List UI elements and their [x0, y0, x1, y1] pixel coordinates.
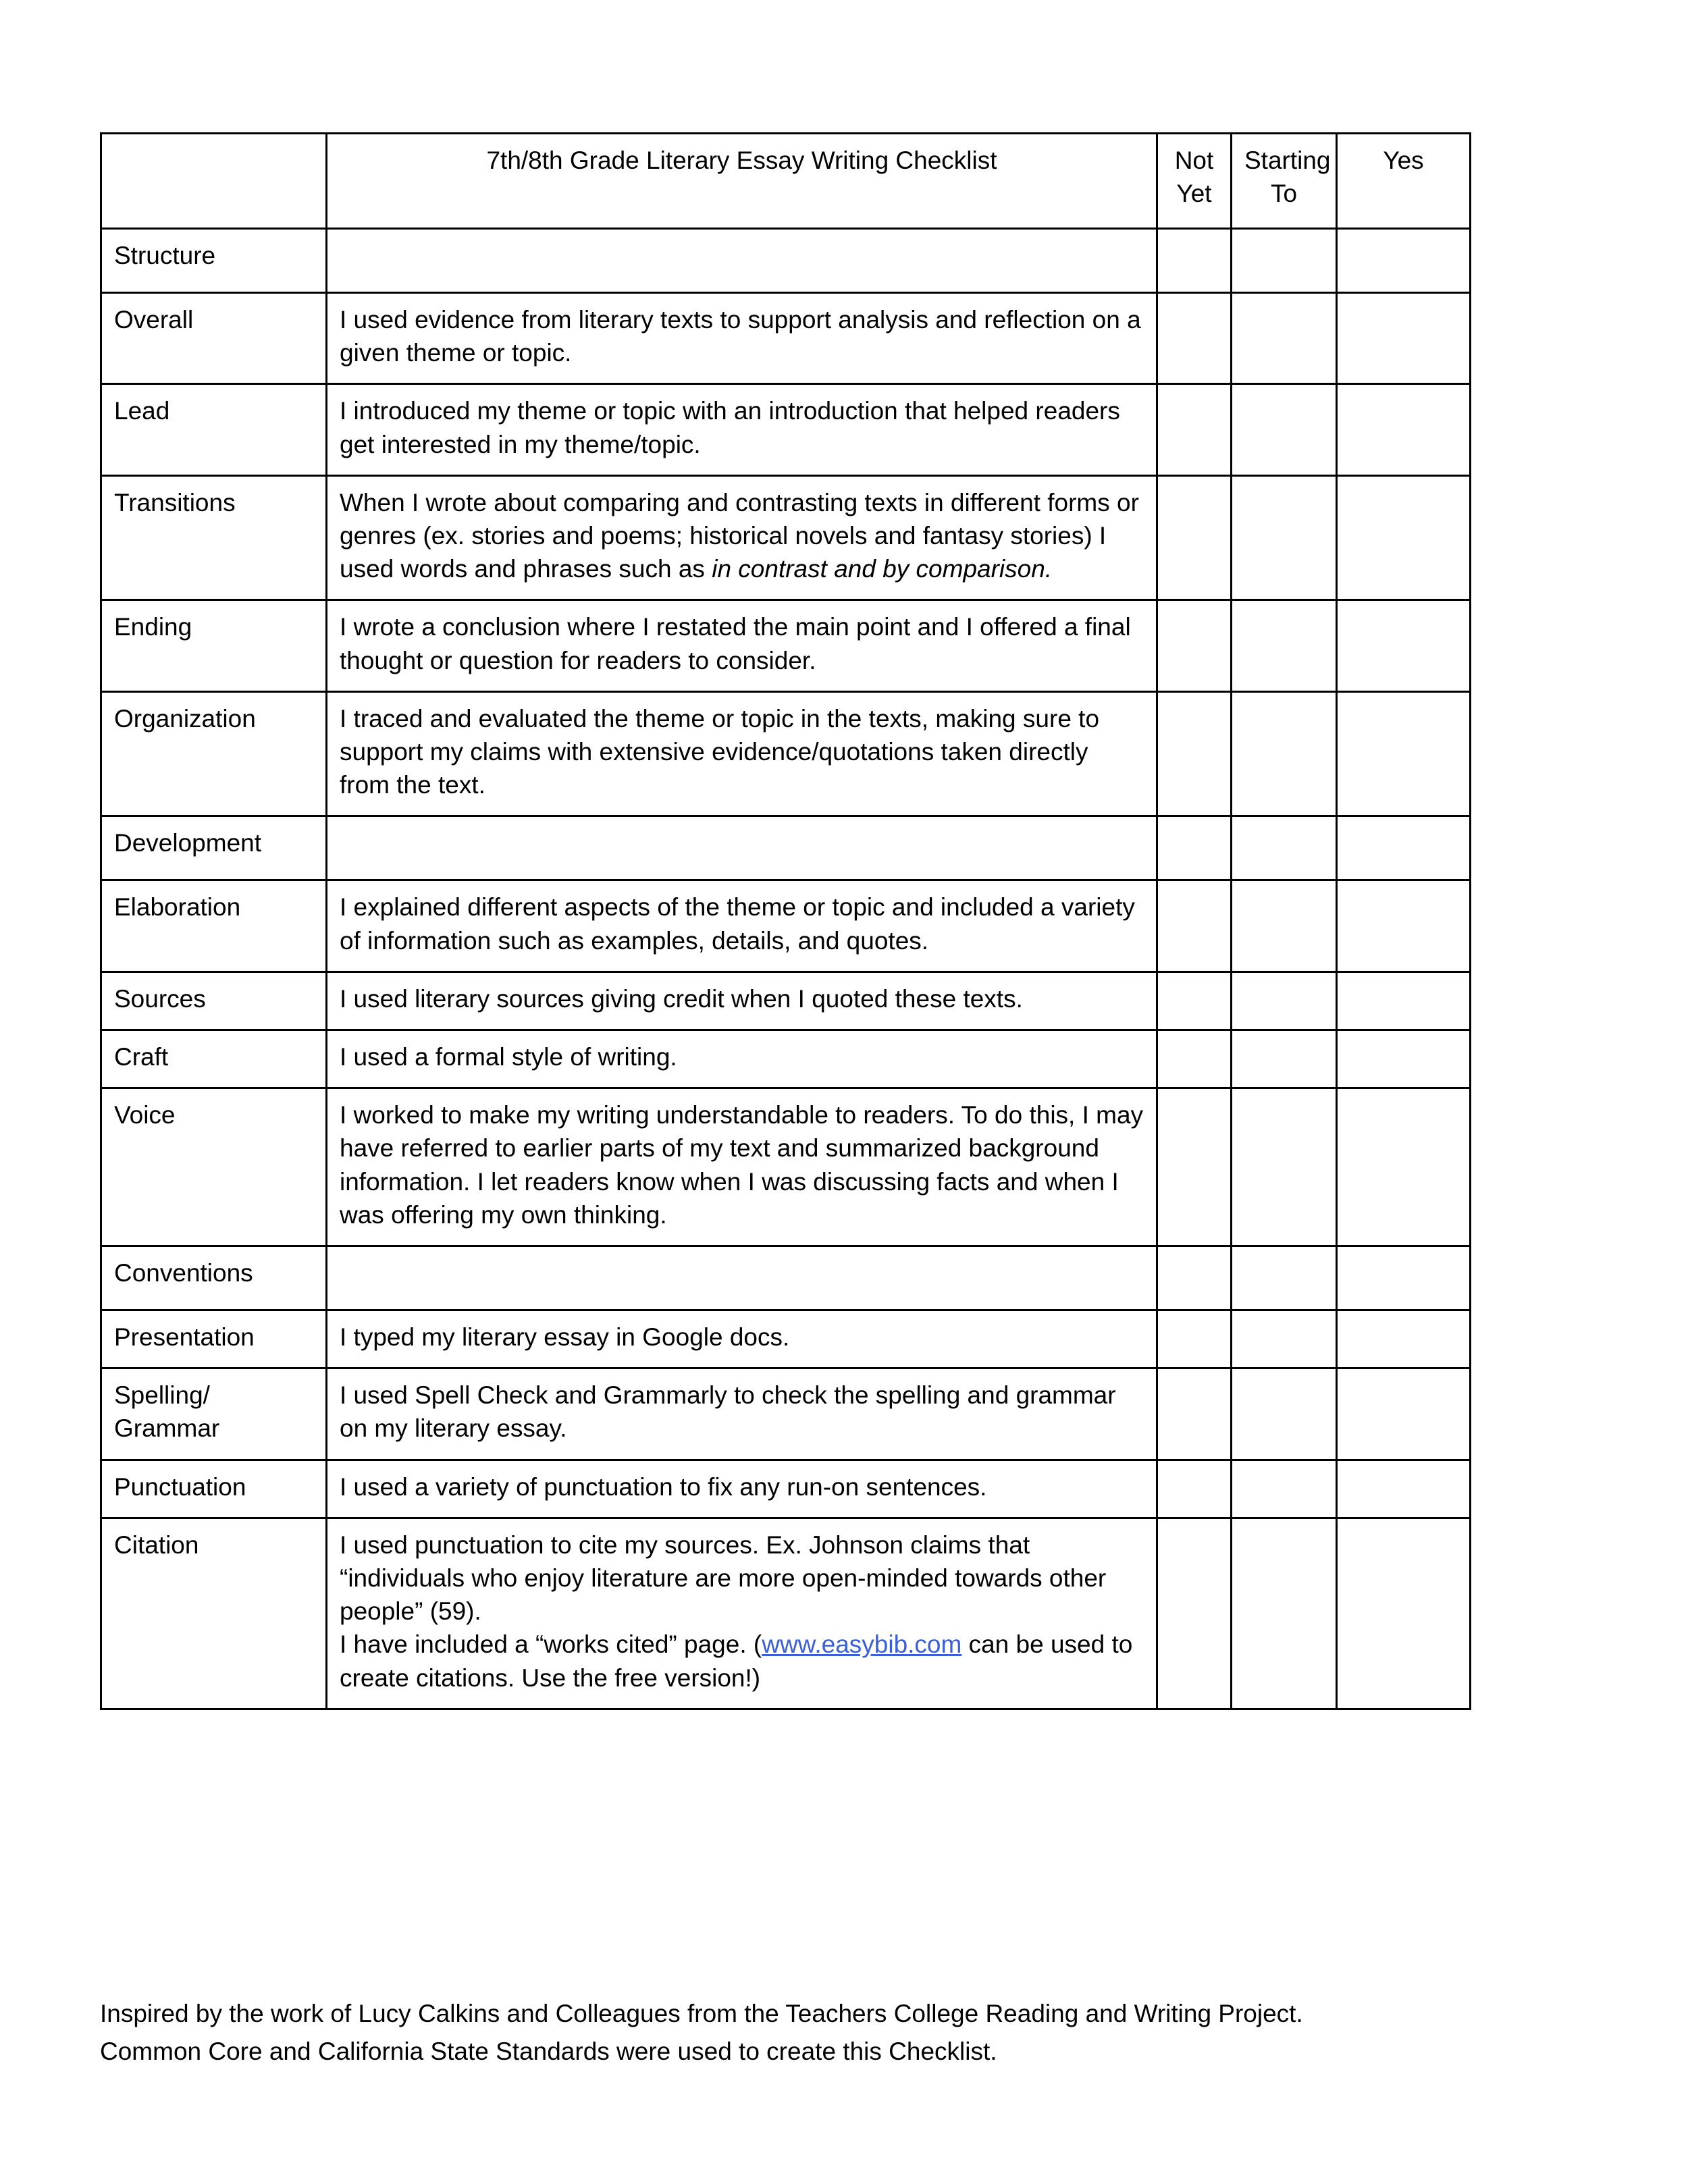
row-description-overall: I used evidence from literary texts to support analysis and reflection on a given theme or topic.: [327, 293, 1157, 384]
row-category-ending: Ending: [101, 600, 327, 691]
checkbox-cell-yes[interactable]: [1337, 293, 1471, 384]
row-category-transitions: Transitions: [101, 475, 327, 600]
table-row: [101, 1518, 1471, 1709]
table-row: [101, 1030, 1471, 1088]
plain-text: I used punctuation to cite my sources. Ex. Johnson claims that “individuals who enjoy literature are more open-minded towards other people” (59).: [340, 1530, 1107, 1626]
checkbox-cell-yes[interactable]: [1337, 229, 1471, 293]
checkbox-cell-yes[interactable]: [1337, 384, 1471, 475]
checkbox-cell-not-yet[interactable]: [1157, 229, 1232, 293]
column-header-not-yet: [1157, 134, 1232, 229]
checkbox-cell-not-yet[interactable]: [1157, 293, 1232, 384]
row-description-sources: I used literary sources giving credit when I quoted these texts.: [327, 971, 1157, 1030]
checkbox-cell-yes[interactable]: [1337, 971, 1471, 1030]
checkbox-cell-starting-to[interactable]: [1232, 1310, 1337, 1368]
column-header-not-yet-line1: Not: [1174, 147, 1214, 174]
plain-text: I have included a “works cited” page. (: [340, 1630, 762, 1659]
section-blank-desc: [327, 1246, 1157, 1310]
table-row: [101, 600, 1471, 691]
checkbox-cell-yes[interactable]: [1337, 1088, 1471, 1246]
table-row: [101, 475, 1471, 600]
section-header-row: [101, 229, 1471, 293]
column-header-not-yet-line2: Yet: [1176, 180, 1212, 208]
checkbox-cell-yes[interactable]: [1337, 1246, 1471, 1310]
section-name-conventions: Conventions: [101, 1246, 327, 1310]
header-blank-cell: [101, 134, 327, 229]
checkbox-cell-starting-to[interactable]: [1232, 1030, 1337, 1088]
row-description-ending: I wrote a conclusion where I restated the main point and I offered a final thought or question for readers to consider.: [327, 600, 1157, 691]
section-name-structure: Structure: [101, 229, 327, 293]
checkbox-cell-starting-to[interactable]: [1232, 816, 1337, 880]
checkbox-cell-not-yet[interactable]: [1157, 1030, 1232, 1088]
table-row: [101, 1368, 1471, 1460]
row-category-overall: Overall: [101, 293, 327, 384]
table-row: [101, 971, 1471, 1030]
section-blank-desc: [327, 816, 1157, 880]
checkbox-cell-yes[interactable]: [1337, 1460, 1471, 1518]
page-title: 7th/8th Grade Literary Essay Writing Checklist: [327, 134, 1157, 229]
column-header-yes: Yes: [1337, 134, 1471, 229]
table-row: [101, 691, 1471, 816]
table-row: [101, 1088, 1471, 1246]
section-name-development: Development: [101, 816, 327, 880]
checkbox-cell-yes[interactable]: [1337, 1030, 1471, 1088]
checkbox-cell-not-yet[interactable]: [1157, 971, 1232, 1030]
checkbox-cell-yes[interactable]: [1337, 475, 1471, 600]
row-description-transitions: [327, 475, 1157, 600]
section-blank-desc: [327, 229, 1157, 293]
row-description-organization: I traced and evaluated the theme or topic in the texts, making sure to support my claims with extensive evidence/quotations taken directly from the text.: [327, 691, 1157, 816]
row-description-craft: I used a formal style of writing.: [327, 1030, 1157, 1088]
checkbox-cell-starting-to[interactable]: [1232, 600, 1337, 691]
checkbox-cell-starting-to[interactable]: [1232, 293, 1337, 384]
checkbox-cell-not-yet[interactable]: [1157, 384, 1232, 475]
row-description-spelling-grammar: I used Spell Check and Grammarly to check the spelling and grammar on my literary essay.: [327, 1368, 1157, 1460]
checkbox-cell-starting-to[interactable]: [1232, 1518, 1337, 1709]
row-category-craft: Craft: [101, 1030, 327, 1088]
checkbox-cell-not-yet[interactable]: [1157, 475, 1232, 600]
row-category-punctuation: Punctuation: [101, 1460, 327, 1518]
footer-line-2: Common Core and California State Standards were used to create this Checklist.: [100, 2037, 997, 2065]
row-category-citation: Citation: [101, 1518, 327, 1709]
row-description-lead: I introduced my theme or topic with an introduction that helped readers get interested in my theme/topic.: [327, 384, 1157, 475]
checkbox-cell-starting-to[interactable]: [1232, 384, 1337, 475]
checkbox-cell-starting-to[interactable]: [1232, 971, 1337, 1030]
row-description-citation: [327, 1518, 1157, 1709]
row-category-spelling-grammar: [101, 1368, 327, 1460]
table-row: [101, 293, 1471, 384]
checkbox-cell-yes[interactable]: [1337, 816, 1471, 880]
row-description-elaboration: I explained different aspects of the theme or topic and included a variety of information such as examples, details, and quotes.: [327, 880, 1157, 971]
row-description-presentation: I typed my literary essay in Google docs.: [327, 1310, 1157, 1368]
checkbox-cell-not-yet[interactable]: [1157, 816, 1232, 880]
row-description-voice: I worked to make my writing understandable to readers. To do this, I may have referred to earlier parts of my text and summarized background information. I let readers know when I was discussing facts and when I was offering my own thinking.: [327, 1088, 1157, 1246]
checkbox-cell-starting-to[interactable]: [1232, 229, 1337, 293]
checkbox-cell-yes[interactable]: [1337, 1310, 1471, 1368]
footer-line-1: Inspired by the work of Lucy Calkins and Colleagues from the Teachers College Reading and Writing Project.: [100, 2000, 1303, 2027]
checkbox-cell-not-yet[interactable]: [1157, 1246, 1232, 1310]
checkbox-cell-starting-to[interactable]: [1232, 475, 1337, 600]
checkbox-cell-not-yet[interactable]: [1157, 1310, 1232, 1368]
checkbox-cell-not-yet[interactable]: [1157, 691, 1232, 816]
checkbox-cell-yes[interactable]: [1337, 691, 1471, 816]
row-category-spelling-line1: Spelling/: [114, 1381, 210, 1410]
section-header-row: [101, 1246, 1471, 1310]
row-category-organization: Organization: [101, 691, 327, 816]
checkbox-cell-not-yet[interactable]: [1157, 1088, 1232, 1246]
checkbox-cell-yes[interactable]: [1337, 880, 1471, 971]
checkbox-cell-starting-to[interactable]: [1232, 691, 1337, 816]
checkbox-cell-starting-to[interactable]: [1232, 1246, 1337, 1310]
table-row: [101, 1460, 1471, 1518]
checkbox-cell-starting-to[interactable]: [1232, 1460, 1337, 1518]
checkbox-cell-yes[interactable]: [1337, 1368, 1471, 1460]
checkbox-cell-not-yet[interactable]: [1157, 1368, 1232, 1460]
column-header-starting-to: [1232, 134, 1337, 229]
row-description-punctuation: I used a variety of punctuation to fix any run-on sentences.: [327, 1460, 1157, 1518]
plain-text: When I wrote about comparing and contrasting texts in different forms or genres (ex. stories and poems; historical novels and fantasy stories) I used words and phrases such as: [340, 488, 1139, 583]
plain-text: can be used to create citations. Use the free version!): [340, 1630, 1133, 1692]
checkbox-cell-yes[interactable]: [1337, 1518, 1471, 1709]
easybib-link[interactable]: www.easybib.com: [762, 1630, 962, 1659]
checkbox-cell-starting-to[interactable]: [1232, 1088, 1337, 1246]
checklist-table: [100, 132, 1471, 1710]
checklist-body: [101, 134, 1471, 1709]
row-category-elaboration: Elaboration: [101, 880, 327, 971]
table-row: [101, 880, 1471, 971]
emphasized-text: in contrast and by comparison.: [712, 555, 1053, 583]
section-header-row: [101, 816, 1471, 880]
table-header-row: [101, 134, 1471, 229]
row-category-presentation: Presentation: [101, 1310, 327, 1368]
checkbox-cell-starting-to[interactable]: [1232, 880, 1337, 971]
footer-attribution: [100, 1995, 1518, 2070]
checkbox-cell-not-yet[interactable]: [1157, 1518, 1232, 1709]
row-category-spelling-line2: Grammar: [114, 1414, 220, 1443]
checkbox-cell-yes[interactable]: [1337, 600, 1471, 691]
checkbox-cell-not-yet[interactable]: [1157, 880, 1232, 971]
table-row: [101, 1310, 1471, 1368]
row-category-voice: Voice: [101, 1088, 327, 1246]
row-category-sources: Sources: [101, 971, 327, 1030]
row-category-lead: Lead: [101, 384, 327, 475]
checkbox-cell-not-yet[interactable]: [1157, 600, 1232, 691]
column-header-starting-to-line2: To: [1270, 180, 1298, 208]
table-row: [101, 384, 1471, 475]
checkbox-cell-not-yet[interactable]: [1157, 1460, 1232, 1518]
column-header-starting-to-line1: Starting: [1244, 147, 1331, 174]
checkbox-cell-starting-to[interactable]: [1232, 1368, 1337, 1460]
